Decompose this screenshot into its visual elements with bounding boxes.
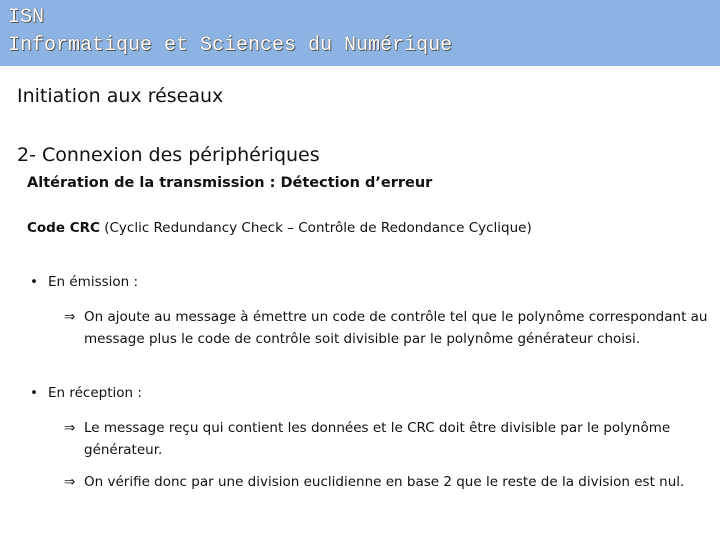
page-subtitle: Initiation aux réseaux bbox=[17, 85, 224, 107]
bullet-emission bbox=[30, 274, 138, 290]
bullet-reception bbox=[30, 385, 142, 401]
implication-item bbox=[64, 306, 714, 350]
bullet-label: En réception : bbox=[48, 385, 142, 401]
bullet-dot-icon: • bbox=[30, 385, 38, 401]
implication-text: Le message reçu qui contient les données et le CRC doit être divisible par le polynôme générateur. bbox=[84, 420, 671, 458]
implication-item bbox=[64, 417, 714, 461]
crc-definition bbox=[27, 220, 532, 236]
implication-item bbox=[64, 471, 714, 493]
slide-heading: Altération de la transmission : Détection d’erreur bbox=[27, 175, 433, 191]
implies-arrow-icon: ⇒ bbox=[64, 474, 76, 490]
banner-title-abbrev: ISN bbox=[8, 6, 45, 29]
bullet-dot-icon: • bbox=[30, 274, 38, 290]
banner-title-full: Informatique et Sciences du Numérique bbox=[8, 34, 453, 57]
crc-expansion: (Cyclic Redundancy Check – Contrôle de Redondance Cyclique) bbox=[99, 220, 532, 236]
implies-arrow-icon: ⇒ bbox=[64, 420, 76, 436]
implies-arrow-icon: ⇒ bbox=[64, 309, 76, 325]
title-banner bbox=[0, 0, 720, 66]
implication-text: On ajoute au message à émettre un code de contrôle tel que le polynôme correspondant au message plus le code de contrôle soit divisible par le polynôme générateur choisi. bbox=[84, 309, 708, 347]
implication-text: On vérifie donc par une division euclidienne en base 2 que le reste de la division est nul. bbox=[84, 474, 685, 490]
bullet-label: En émission : bbox=[48, 274, 139, 290]
crc-label: Code CRC bbox=[27, 220, 100, 236]
section-title: 2- Connexion des périphériques bbox=[17, 144, 320, 166]
